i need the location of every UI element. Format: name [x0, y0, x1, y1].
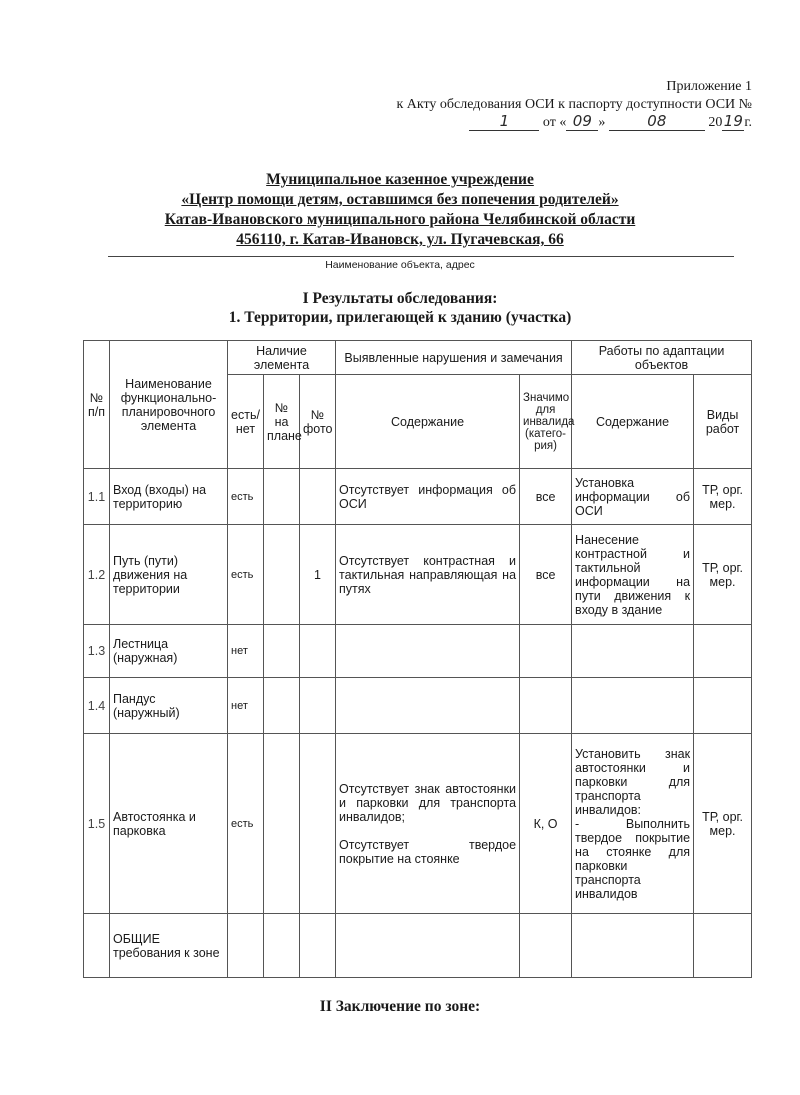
title-line-4: 456110, г. Катав-Ивановск, ул. Пугачевская, 66: [236, 231, 564, 248]
header-work-types: Виды работ: [694, 375, 752, 469]
significance: все: [520, 525, 572, 625]
date-month: 08: [609, 112, 705, 131]
header-num: № п/п: [84, 341, 110, 469]
element-name: Автостоянка и парковка: [110, 734, 228, 914]
plan-number: [264, 469, 300, 525]
row-number: 1.3: [84, 625, 110, 678]
work-type: ТР, орг. мер.: [694, 734, 752, 914]
violation-content: [336, 734, 520, 914]
row-number: 1.2: [84, 525, 110, 625]
violation-content: Отсутствует контрастная и тактильная направляющая на путях: [336, 525, 520, 625]
element-exists: нет: [228, 625, 264, 678]
violation-content: [336, 678, 520, 734]
element-exists: есть: [228, 469, 264, 525]
row-number: 1.1: [84, 469, 110, 525]
work-content-b: - Выполнить твердое покрытие на стоянке для парковки транспорта инвалидов: [575, 816, 691, 901]
violation-content-b: Отсутствует твердое покрытие на стоянке: [339, 837, 517, 866]
violation-content: Отсутствует информация об ОСИ: [336, 469, 520, 525]
header-exists: есть/ нет: [228, 375, 264, 469]
plan-number: [264, 914, 300, 978]
address-divider: [108, 256, 734, 257]
appendix-label: Приложение 1: [666, 79, 752, 94]
element-exists: нет: [228, 678, 264, 734]
element-exists: есть: [228, 525, 264, 625]
photo-number: [300, 734, 336, 914]
header-work-content: Содержание: [572, 375, 694, 469]
element-name: Путь (пути) движения на территории: [110, 525, 228, 625]
plan-number: [264, 678, 300, 734]
section-1-subtitle: 1. Территории, прилегающей к зданию (участка): [228, 309, 572, 326]
header-row-1: [84, 341, 752, 375]
section-1-title: I Результаты обследования:: [302, 290, 498, 307]
address-caption: Наименование объекта, адрес: [325, 259, 475, 271]
table-row: [84, 625, 752, 678]
work-content: [572, 678, 694, 734]
date-year: 19: [723, 112, 743, 130]
element-name: Вход (входы) на территорию: [110, 469, 228, 525]
plan-number: [264, 525, 300, 625]
work-type: ТР, орг. мер.: [694, 525, 752, 625]
object-title: [0, 170, 800, 250]
date-year-suffix: г.: [744, 115, 752, 130]
violation-content-a: Отсутствует знак автостоянки и парковки для транспорта инвалидов;: [339, 781, 517, 824]
table-row: [84, 525, 752, 625]
header-violations: Выявленные нарушения и замечания: [336, 341, 572, 375]
title-line-1: Муниципальное казенное учреждение: [266, 171, 534, 188]
row-number: 1.5: [84, 734, 110, 914]
survey-table: [83, 340, 752, 978]
date-close-quote: »: [598, 115, 606, 130]
work-type: [694, 914, 752, 978]
work-content: [572, 625, 694, 678]
date-day: 09: [566, 112, 598, 131]
date-from-label: от «: [542, 115, 567, 130]
work-type: [694, 625, 752, 678]
element-exists: [228, 914, 264, 978]
table-row: [84, 469, 752, 525]
element-name: Лестница (наружная): [110, 625, 228, 678]
violation-content: [336, 914, 520, 978]
plan-number: [264, 734, 300, 914]
plan-number: [264, 625, 300, 678]
work-content: Нанесение контрастной и тактильной информации на пути движения к входу в здание: [572, 525, 694, 625]
element-name: ОБЩИЕ требования к зоне: [110, 914, 228, 978]
table-row: [84, 734, 752, 914]
appendix-number-date: [469, 112, 752, 132]
table-row: [84, 914, 752, 978]
significance: К, О: [520, 734, 572, 914]
row-number: [84, 914, 110, 978]
significance: [520, 914, 572, 978]
header-plan-number: № на плане: [264, 375, 300, 469]
photo-number: [300, 678, 336, 734]
header-element-name: Наименование функционально-планировочного элемента: [110, 341, 228, 469]
passport-number: 1: [469, 112, 539, 131]
significance: [520, 678, 572, 734]
table-row: [84, 678, 752, 734]
work-type: [694, 678, 752, 734]
photo-number: 1: [300, 525, 336, 625]
header-violation-content: Содержание: [336, 375, 520, 469]
header-photo-number: № фото: [300, 375, 336, 469]
title-line-2: «Центр помощи детям, оставшимся без попечения родителей»: [181, 191, 619, 208]
work-content: Установка информации об ОСИ: [572, 469, 694, 525]
work-content: [572, 914, 694, 978]
row-number: 1.4: [84, 678, 110, 734]
work-content: [572, 734, 694, 914]
photo-number: [300, 469, 336, 525]
header-presence: Наличие элемента: [228, 341, 336, 375]
element-name: Пандус (наружный): [110, 678, 228, 734]
work-content-a: Установить знак автостоянки и парковки для транспорта инвалидов:: [575, 746, 691, 817]
photo-number: [300, 625, 336, 678]
violation-content: [336, 625, 520, 678]
date-year-prefix: 20: [708, 115, 723, 130]
header-works: Работы по адаптации объектов: [572, 341, 752, 375]
header-significance: Значимо для инвалида (катего-рия): [520, 375, 572, 469]
significance: [520, 625, 572, 678]
title-line-3: Катав-Ивановского муниципального района Челябинской области: [164, 211, 636, 228]
section-2-title: II Заключение по зоне:: [319, 998, 481, 1015]
appendix-act-reference: к Акту обследования ОСИ к паспорту доступности ОСИ №: [396, 97, 752, 112]
work-type: ТР, орг. мер.: [694, 469, 752, 525]
significance: все: [520, 469, 572, 525]
photo-number: [300, 914, 336, 978]
element-exists: есть: [228, 734, 264, 914]
